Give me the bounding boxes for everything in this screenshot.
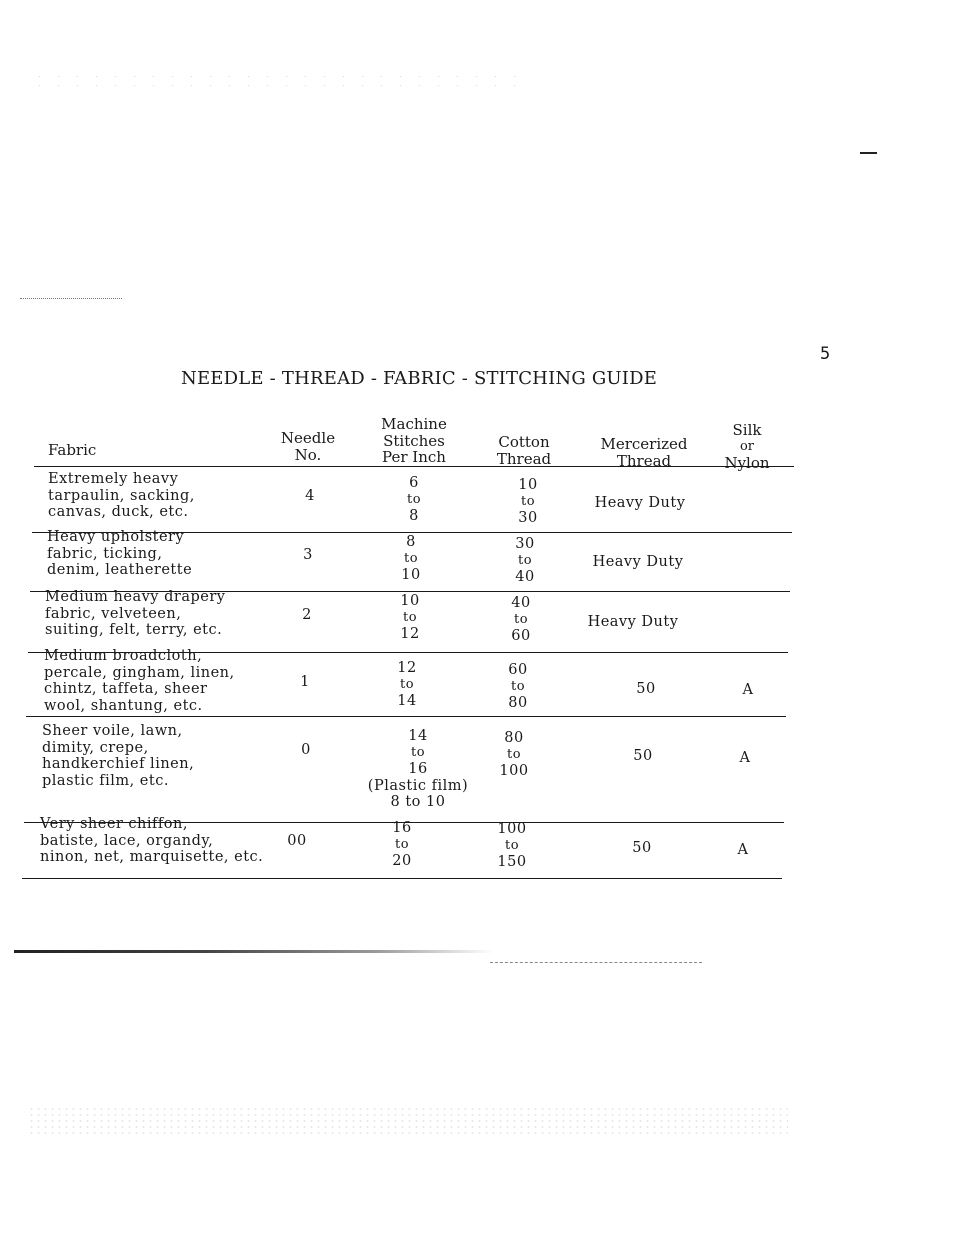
fabric-line: denim, leatherette: [47, 562, 193, 578]
fabric-line: chintz, taffeta, sheer: [44, 681, 208, 697]
cotton-value: 60: [511, 628, 531, 644]
fabric-line: suiting, felt, terry, etc.: [45, 622, 223, 638]
fabric-line: canvas, duck, etc.: [48, 504, 189, 520]
cotton-value: 10: [518, 477, 538, 493]
fabric-line: wool, shantung, etc.: [44, 697, 203, 714]
fabric-line: Medium broadcloth,: [44, 648, 203, 664]
stitches-cell: [377, 660, 437, 710]
header-cotton-line: Cotton: [498, 433, 550, 451]
scan-mark-left: [20, 298, 122, 299]
fabric-line: batiste, lace, organdy,: [40, 832, 214, 849]
cotton-value: 40: [511, 595, 531, 611]
silk-value: A: [739, 750, 751, 766]
stitches-cell: [380, 593, 440, 643]
stitches-value: 12: [397, 660, 417, 676]
margin-dash-mark: [860, 152, 877, 154]
stitches-value: 16: [408, 761, 428, 777]
silk-value: A: [742, 682, 754, 698]
fabric-line: fabric, velveteen,: [45, 605, 182, 622]
table-bottom-rule: [22, 878, 782, 879]
cotton-cell: [482, 821, 542, 871]
needle-number: 1: [300, 674, 310, 690]
needle-number: 00: [287, 833, 307, 849]
stitches-to: to: [402, 609, 418, 625]
mercerized-value: 50: [632, 840, 652, 856]
header-mercerized: [590, 436, 698, 469]
cotton-value: 100: [499, 763, 529, 779]
fabric-line: plastic film, etc.: [42, 772, 169, 789]
stitches-value: 6: [409, 475, 419, 491]
scan-noise-top: [30, 72, 520, 94]
header-silk-line: Silk: [732, 421, 762, 439]
stitches-to: to: [394, 836, 410, 852]
cotton-cell: [488, 662, 548, 712]
cotton-value: 30: [515, 536, 535, 552]
mercerized-value: 50: [636, 681, 656, 697]
cotton-value: 40: [515, 569, 535, 585]
stitches-value: 10: [401, 567, 421, 583]
mercerized-value: Heavy Duty: [592, 554, 684, 570]
cotton-cell: [495, 536, 555, 586]
fabric-line: tarpaulin, sacking,: [48, 487, 195, 504]
stitches-value: 14: [397, 693, 417, 709]
fabric-cell: [42, 723, 194, 789]
cotton-value: 100: [497, 821, 527, 837]
stitches-cell: [372, 820, 432, 870]
cotton-value: 150: [497, 854, 527, 870]
stitches-note: (Plastic film): [367, 777, 469, 794]
header-needle-line: No.: [294, 445, 322, 464]
needle-number: 0: [301, 742, 311, 758]
cotton-to: to: [517, 552, 533, 568]
header-needle-line: Needle: [280, 429, 336, 447]
stitches-value: 16: [392, 820, 412, 836]
scan-scratch: [14, 950, 494, 953]
fabric-line: Extremely heavy: [48, 471, 179, 487]
stitches-value: 8: [406, 534, 416, 550]
stitches-cell: [356, 728, 480, 811]
cotton-to: to: [504, 837, 520, 853]
stitches-to: to: [403, 550, 419, 566]
fabric-cell: [45, 589, 225, 639]
cotton-cell: [484, 730, 544, 780]
page-title: NEEDLE - THREAD - FABRIC - STITCHING GUIDE: [181, 368, 658, 389]
stitches-value: 20: [392, 853, 412, 869]
fabric-line: handkerchief linen,: [42, 756, 195, 772]
header-silk: [716, 422, 778, 472]
mercerized-value: 50: [633, 748, 653, 764]
cotton-value: 80: [504, 730, 524, 746]
header-silk-line: or: [739, 438, 755, 454]
cotton-to: to: [513, 611, 529, 627]
stitches-value: 10: [400, 593, 420, 609]
header-stitches-line: Stitches: [383, 431, 445, 450]
silk-value: A: [737, 842, 749, 858]
header-rule: [34, 466, 794, 467]
header-stitches-line: Machine: [381, 415, 447, 433]
header-fabric: Fabric: [48, 441, 97, 459]
cotton-to: to: [506, 746, 522, 762]
mercerized-value: Heavy Duty: [594, 495, 686, 511]
fabric-cell: [44, 648, 235, 714]
stitches-value: 12: [400, 626, 420, 642]
cotton-value: 30: [518, 510, 538, 526]
scan-scratch-tail: [490, 962, 702, 963]
cotton-value: 60: [508, 662, 528, 678]
stitches-to: to: [410, 744, 426, 760]
header-cotton-line: Thread: [496, 449, 552, 468]
fabric-line: Heavy upholstery: [47, 529, 185, 545]
stitches-cell: [381, 534, 441, 584]
needle-number: 4: [305, 488, 315, 504]
stitches-note: 8 to 10: [390, 794, 446, 810]
cotton-value: 80: [508, 695, 528, 711]
cotton-to: to: [520, 493, 536, 509]
fabric-line: dimity, crepe,: [42, 739, 149, 756]
page-number: 5: [820, 344, 831, 364]
fabric-line: Medium heavy drapery: [45, 589, 226, 605]
header-cotton: [488, 434, 560, 467]
fabric-line: fabric, ticking,: [47, 545, 163, 562]
fabric-line: percale, gingham, linen,: [44, 664, 235, 681]
header-mercerized-line: Thread: [616, 451, 672, 470]
fabric-line: ninon, net, marquisette, etc.: [40, 849, 264, 865]
header-mercerized-line: Mercerized: [600, 435, 688, 453]
fabric-cell: [40, 816, 263, 866]
fabric-cell: [48, 471, 195, 521]
fabric-cell: [47, 529, 192, 579]
header-stitches: [372, 416, 456, 466]
stitches-value: 8: [409, 508, 419, 524]
stitches-value: 14: [408, 728, 428, 744]
mercerized-value: Heavy Duty: [587, 614, 679, 630]
stitches-to: to: [399, 676, 415, 692]
fabric-line: Very sheer chiffon,: [40, 816, 188, 832]
cotton-cell: [498, 477, 558, 527]
row-rule: [26, 716, 786, 717]
cotton-to: to: [510, 678, 526, 694]
needle-number: 2: [302, 607, 312, 623]
header-stitches-line: Per Inch: [382, 448, 446, 466]
fabric-line: Sheer voile, lawn,: [42, 723, 183, 739]
header-needle: [272, 430, 344, 463]
header-silk-line: Nylon: [724, 454, 770, 472]
stitches-cell: [384, 475, 444, 525]
scan-noise-bottom: [28, 1106, 788, 1136]
stitches-to: to: [406, 491, 422, 507]
cotton-cell: [491, 595, 551, 645]
needle-number: 3: [303, 547, 313, 563]
